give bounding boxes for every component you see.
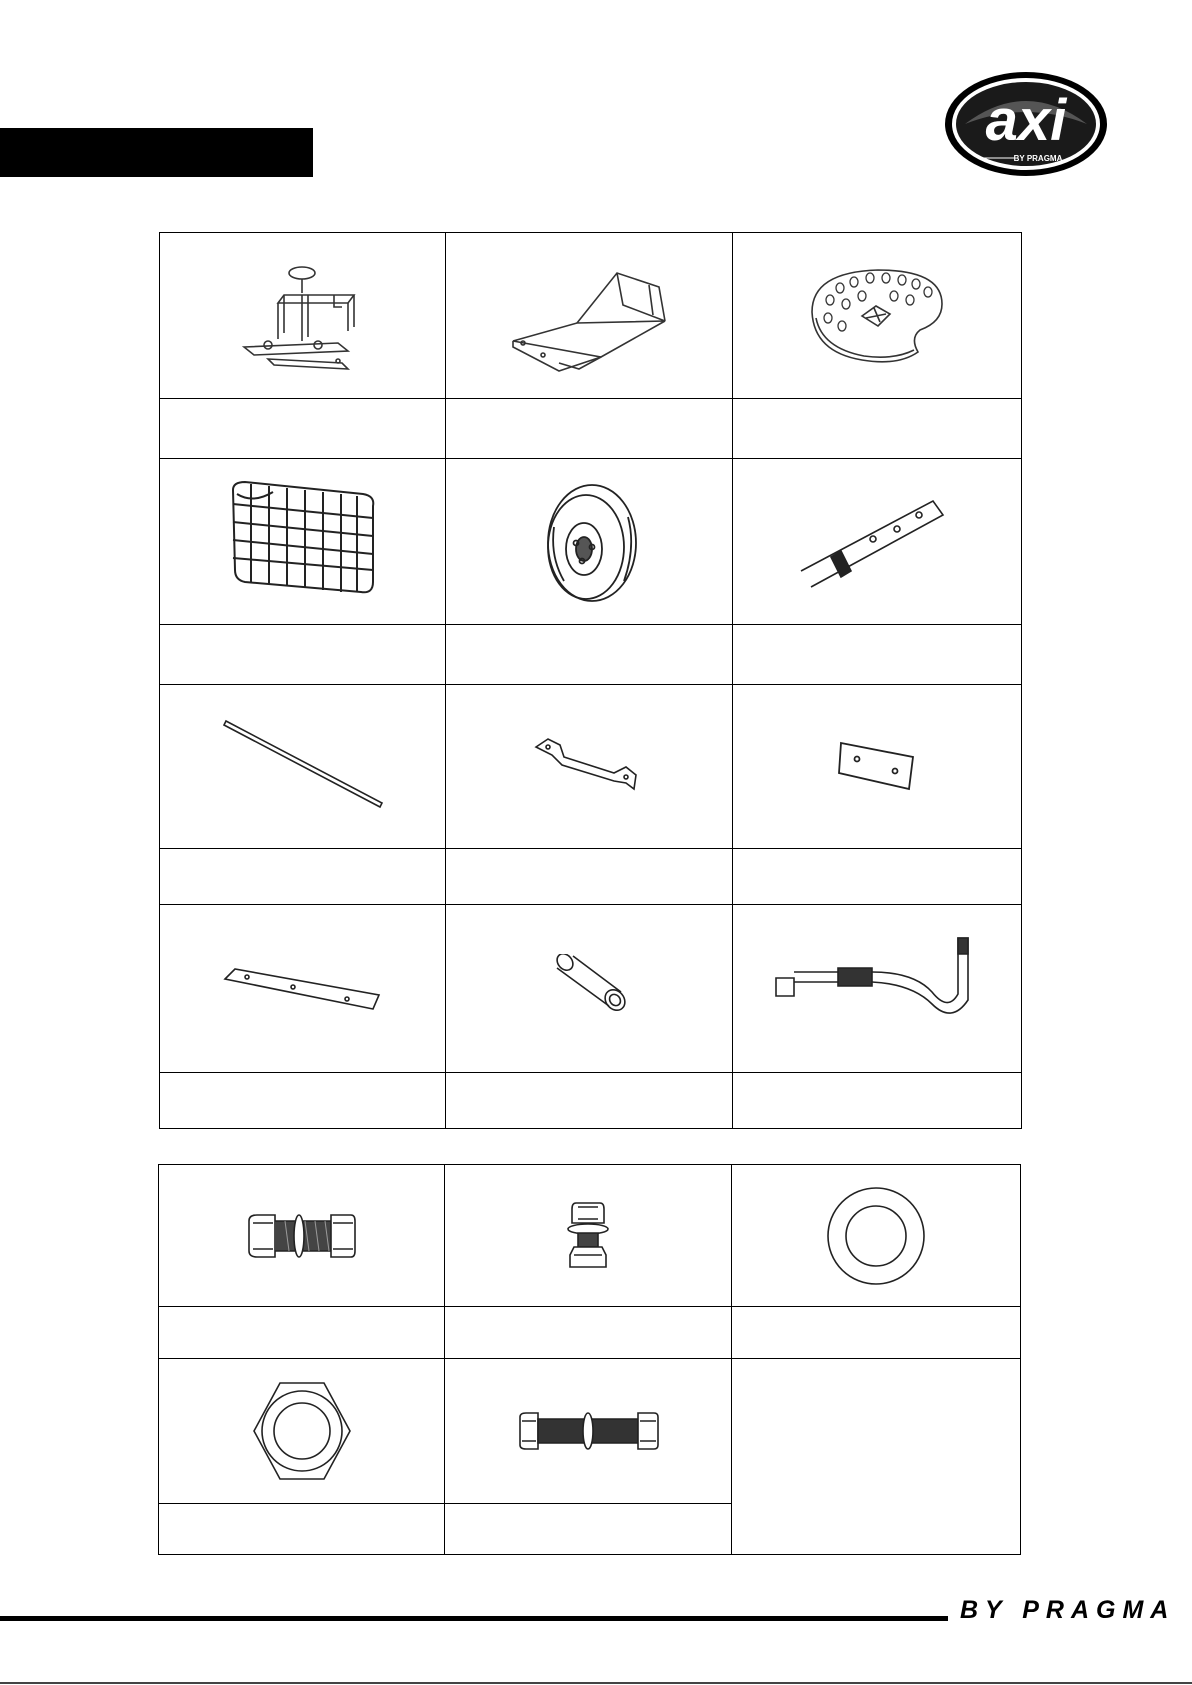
svg-text:axi: axi: [985, 88, 1067, 153]
part-cell: [446, 685, 733, 849]
part-label: [159, 1307, 445, 1359]
part-cell: [159, 1165, 445, 1307]
part-cell: [160, 233, 446, 399]
bolt-nut-icon: [245, 1211, 359, 1261]
part-cell: [445, 1165, 732, 1307]
part-cell: [445, 1359, 732, 1504]
tray-icon: [499, 251, 679, 381]
long-plate-icon: [223, 959, 383, 1019]
part-cell: [446, 233, 733, 399]
page-bottom-rule: [0, 1682, 1192, 1684]
tractor-seat-icon: [802, 256, 952, 376]
part-cell: [733, 459, 1022, 625]
part-cell: [733, 685, 1022, 849]
part-label: [160, 399, 446, 459]
footer-rule: [0, 1616, 948, 1621]
part-label: [733, 1073, 1022, 1129]
part-cell: [446, 905, 733, 1073]
wire-basket-icon: [223, 478, 383, 606]
part-label: [446, 1073, 733, 1129]
part-label: [445, 1504, 732, 1555]
part-label: [160, 1073, 446, 1129]
hex-nut-icon: [250, 1379, 354, 1483]
svg-text:BY PRAGMA: BY PRAGMA: [1013, 154, 1063, 163]
section-header-bar: [0, 128, 313, 177]
part-label: [160, 625, 446, 685]
part-label: [733, 399, 1022, 459]
seat-frame-icon: [238, 251, 368, 381]
part-cell: [733, 905, 1022, 1073]
part-cell: [160, 685, 446, 849]
part-cell: [732, 1165, 1021, 1307]
part-label: [446, 625, 733, 685]
bracket-icon: [534, 737, 644, 797]
hardware-table: [158, 1164, 1021, 1555]
part-cell: [159, 1359, 445, 1504]
part-label: [159, 1504, 445, 1555]
part-cell: [446, 459, 733, 625]
bent-handle-icon: [772, 934, 982, 1044]
parts-table: [159, 232, 1022, 1129]
part-label: [732, 1307, 1021, 1359]
long-bolt-icon: [516, 1409, 660, 1453]
spacer-tube-icon: [547, 954, 631, 1024]
wheel-icon: [534, 477, 644, 607]
axi-logo: [943, 70, 1109, 178]
part-cell: [733, 233, 1022, 399]
part-label: [445, 1307, 732, 1359]
short-bolt-icon: [566, 1201, 610, 1271]
footer-brand: BY PRAGMA: [960, 1596, 1176, 1624]
part-cell: [160, 459, 446, 625]
part-label: [446, 849, 733, 905]
part-label: [446, 399, 733, 459]
part-label: [733, 849, 1022, 905]
empty-cell: [732, 1359, 1021, 1555]
part-cell: [160, 905, 446, 1073]
rod-icon: [220, 717, 386, 817]
part-label: [733, 625, 1022, 685]
washer-icon: [826, 1186, 926, 1286]
handle-bar-icon: [797, 487, 957, 597]
small-plate-icon: [837, 737, 917, 797]
part-label: [160, 849, 446, 905]
